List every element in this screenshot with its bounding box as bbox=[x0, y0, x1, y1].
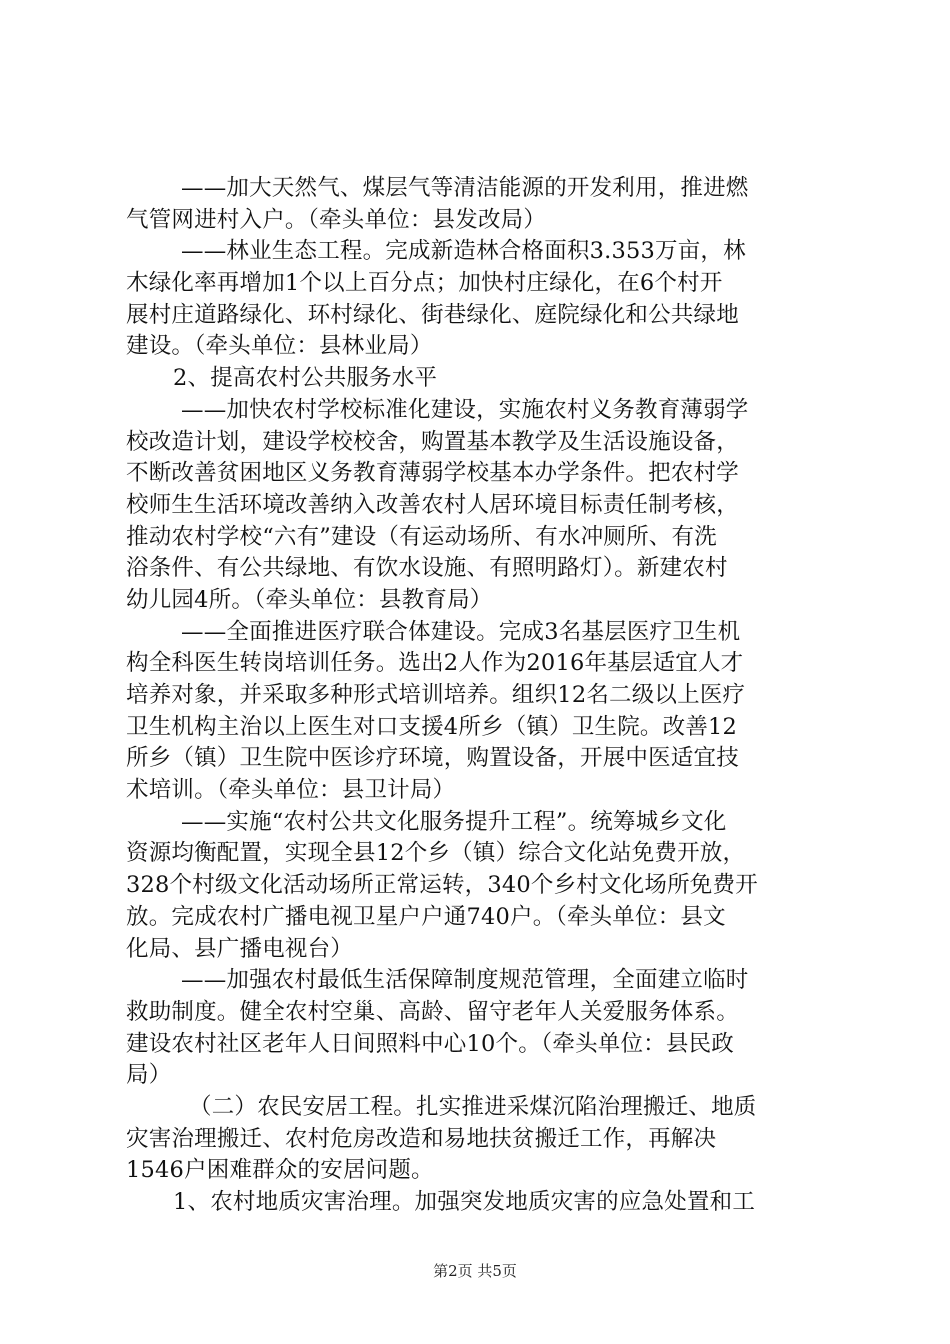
section-heading: 2、提高农村公共服务水平 bbox=[173, 365, 438, 392]
paragraph-line: ——加快农村学校标准化建设，实施农村义务教育薄弱学 bbox=[181, 396, 749, 423]
paragraph-line: 化局、县广播电视台） bbox=[126, 935, 354, 962]
paragraph-line: 卫生机构主治以上医生对口支援4所乡（镇）卫生院。改善12 bbox=[126, 713, 738, 740]
paragraph-line: ——实施“农村公共文化服务提升工程”。统筹城乡文化 bbox=[181, 808, 727, 835]
paragraph-line: 328个村级文化活动场所正常运转，340个乡村文化场所免费开 bbox=[126, 872, 758, 899]
paragraph-line: 气管网进村入户。（牵头单位：县发改局） bbox=[126, 206, 547, 233]
paragraph-line: 幼儿园4所。（牵头单位：县教育局） bbox=[126, 586, 493, 613]
paragraph-line: ——全面推进医疗联合体建设。完成3名基层医疗卫生机 bbox=[181, 618, 741, 645]
paragraph-line: 救助制度。健全农村空巢、高龄、留守老年人关爱服务体系。 bbox=[126, 998, 739, 1025]
paragraph-line: ——加强农村最低生活保障制度规范管理，全面建立临时 bbox=[181, 967, 749, 994]
section-heading: （二）农民安居工程。扎实推进采煤沉陷治理搬迁、地质 bbox=[189, 1093, 757, 1120]
paragraph-line: 1546户困难群众的安居问题。 bbox=[126, 1157, 434, 1184]
paragraph-line: 灾害治理搬迁、农村危房改造和易地扶贫搬迁工作，再解决 bbox=[126, 1125, 717, 1152]
paragraph-line: 浴条件、有公共绿地、有饮水设施、有照明路灯）。新建农村 bbox=[126, 555, 728, 582]
paragraph-line: 术培训。（牵头单位：县卫计局） bbox=[126, 777, 456, 804]
paragraph-line: 校改造计划，建设学校校舍，购置基本教学及生活设施设备， bbox=[126, 428, 739, 455]
paragraph-line: ——加大天然气、煤层气等清洁能源的开发利用，推进燃 bbox=[181, 175, 749, 201]
paragraph-line: ——林业生态工程。完成新造林合格面积3.353万亩，林 bbox=[181, 238, 746, 265]
paragraph-line: 放。完成农村广播电视卫星户户通740户。（牵头单位：县文 bbox=[126, 903, 726, 930]
paragraph-line: 资源均衡配置，实现全县12个乡（镇）综合文化站免费开放， bbox=[126, 840, 746, 867]
paragraph-line: 不断改善贫困地区义务教育薄弱学校基本办学条件。把农村学 bbox=[126, 460, 739, 487]
paragraph-line: 构全科医生转岗培训任务。选出2人作为2016年基层适宜人才 bbox=[126, 650, 744, 677]
paragraph-line: 所乡（镇）卫生院中医诊疗环境，购置设备，开展中医适宜技 bbox=[126, 745, 739, 772]
body-text bbox=[126, 173, 836, 1219]
paragraph-line: 局） bbox=[126, 1062, 172, 1089]
paragraph-line: 建设农村社区老年人日间照料中心10个。（牵头单位：县民政 bbox=[126, 1030, 734, 1057]
paragraph-line: 木绿化率再增加1个以上百分点；加快村庄绿化，在6个村开 bbox=[126, 270, 723, 297]
page-number-footer: 第2页 共5页 bbox=[433, 1262, 517, 1280]
paragraph-line: 校师生生活环境改善纳入改善农村人居环境目标责任制考核， bbox=[126, 491, 739, 518]
paragraph-line: 推动农村学校“六有”建设（有运动场所、有水冲厕所、有洗 bbox=[126, 523, 717, 550]
section-heading: 1、农村地质灾害治理。加强突发地质灾害的应急处置和工 bbox=[173, 1189, 756, 1215]
paragraph-line: 培养对象，并采取多种形式培训培养。组织12名二级以上医疗 bbox=[126, 682, 746, 708]
paragraph-line: 建设。（牵头单位：县林业局） bbox=[126, 333, 433, 360]
paragraph-line: 展村庄道路绿化、环村绿化、街巷绿化、庭院绿化和公共绿地 bbox=[126, 301, 739, 328]
